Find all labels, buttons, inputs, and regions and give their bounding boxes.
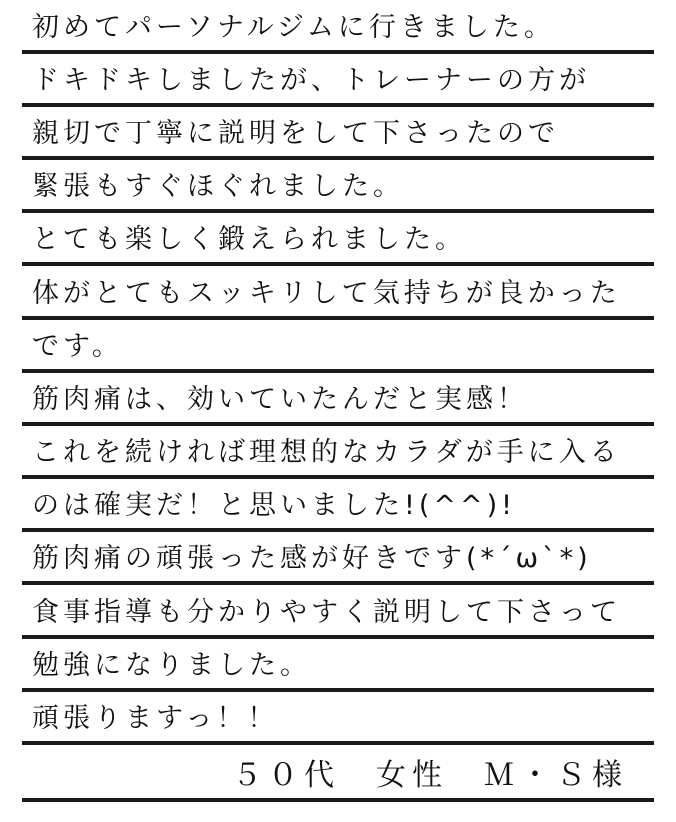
- ruled-line-5: [22, 214, 654, 266]
- ruled-line-12: [22, 587, 654, 639]
- testimonial-text-line-2: ドキドキしましたが、トレーナーの方が: [32, 65, 590, 96]
- ruled-line-13: [22, 640, 654, 692]
- ruled-line-3: [22, 108, 654, 160]
- testimonial-text-line-6: 体がとてもスッキリして気持ちが良かった: [32, 278, 621, 309]
- testimonial-text-line-10: のは確実だ！と思いました!(^^)!: [32, 490, 516, 521]
- testimonial-text-line-12: 食事指導も分かりやすく説明して下さって: [32, 597, 621, 628]
- testimonial-text-line-11: 筋肉痛の頑張った感が好きです(*´ω`*): [32, 543, 592, 574]
- testimonial-text-line-7: です。: [32, 331, 123, 362]
- testimonial-text-line-13: 勉強になりました。: [32, 650, 311, 681]
- ruled-line-9: [22, 427, 654, 479]
- ruled-line-7: [22, 321, 654, 373]
- ruled-line-8: [22, 374, 654, 426]
- testimonial-text-line-1: 初めてパーソナルジムに行きました。: [32, 12, 555, 43]
- testimonial-text-line-14: 頑張りますっ！！: [32, 703, 279, 734]
- testimonial-text-line-5: とても楽しく鍛えられました。: [32, 224, 466, 255]
- signature-text: ５０代 女性 Ｍ・Ｓ様: [232, 758, 628, 793]
- ruled-line-10: [22, 480, 654, 532]
- ruled-line-4: [22, 161, 654, 213]
- ruled-line-6: [22, 268, 654, 320]
- ruled-line-11: [22, 533, 654, 585]
- ruled-line-2: [22, 55, 654, 107]
- signature-line: [22, 750, 654, 802]
- testimonial-text-line-9: これを続ければ理想的なカラダが手に入る: [32, 437, 621, 468]
- testimonial-text-line-3: 親切で丁寧に説明をして下さったので: [32, 118, 559, 149]
- testimonial-text-line-4: 緊張もすぐほぐれました。: [32, 171, 404, 202]
- ruled-line-1: [22, 2, 654, 54]
- testimonial-text-line-8: 筋肉痛は、効いていたんだと実感！: [32, 384, 528, 415]
- ruled-line-14: [22, 693, 654, 745]
